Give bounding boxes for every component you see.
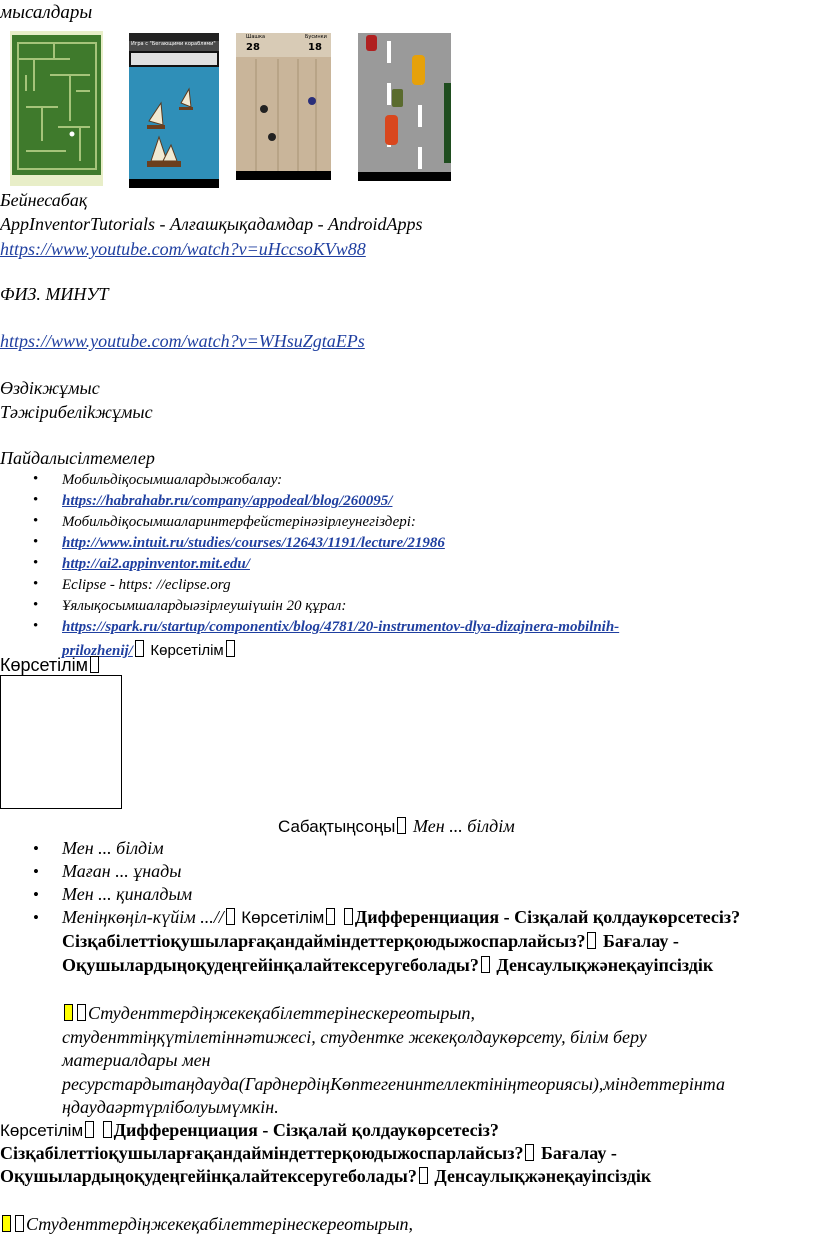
video-title: AppInventorTutorials - Алғашқықадамдар - AndroidApps: [0, 214, 423, 234]
missing-glyph-icon: [15, 1215, 24, 1232]
left-player-label: Шашка: [246, 34, 266, 40]
differentiation-question: Сізқабілеттіоқушыларғақандайміндеттерқоюдыжоспарлайсыз?: [0, 1143, 524, 1163]
differentiation-line-2: [62, 931, 679, 952]
race-screen-image: [358, 33, 451, 181]
video-link[interactable]: https://www.youtube.com/watch?v=uHccsoKVw88: [0, 239, 366, 259]
missing-glyph-icon: [344, 908, 353, 925]
bugs-drawing: [236, 33, 331, 180]
missing-glyph-icon: [226, 640, 235, 657]
bullet: •: [33, 471, 39, 487]
repeat-assessment-line: [0, 1166, 651, 1187]
bullet: •: [33, 576, 39, 592]
health-safety-heading: Денсаулықжәнеқауіпсіздік: [496, 955, 714, 975]
bullet: •: [33, 908, 39, 927]
missing-glyph-icon: [135, 640, 144, 657]
differentiation-heading: Дифференциация - Сізқалай қолдаукөрсетесіз?: [113, 1120, 499, 1140]
assessment-heading: Бағалау -: [602, 931, 679, 951]
examples-heading: мысалдары: [0, 2, 93, 23]
right-player-label: Бусинки: [305, 34, 327, 40]
self-work-label: Өздікжұмыс: [0, 378, 100, 398]
show-label-inline: Көрсетілім: [150, 642, 224, 659]
ships-screen-image: [129, 33, 219, 188]
student-paragraph-line-1: [62, 1003, 475, 1024]
repeat-differentiation-line: [0, 1120, 499, 1141]
list-link[interactable]: https://spark.ru/startup/componentix/blog/4781/20-instrumentov-dlya-dizajnera-mobilnih-: [62, 619, 620, 635]
assessment-heading: Бағалау -: [540, 1143, 617, 1163]
missing-glyph-icon: [2, 1215, 11, 1232]
show-label-text: Көрсетілім: [0, 655, 89, 675]
student-text: ңдаудаәртүрліболуымүмкін.: [62, 1097, 279, 1117]
bullet: •: [33, 618, 39, 634]
repeat-student-line: [0, 1214, 413, 1235]
reflection-item: Маған ... ұнады: [62, 861, 182, 881]
video-label: Бейнесабақ: [0, 190, 88, 210]
health-safety-heading: Денсаулықжәнеқауіпсіздік: [434, 1166, 652, 1186]
bullet: •: [33, 862, 39, 881]
missing-glyph-icon: [64, 1004, 73, 1021]
student-text: Студенттердіңжекеқабілеттерінескереотырып,: [26, 1214, 414, 1234]
differentiation-question: Сізқабілеттіоқушыларғақандайміндеттерқоюдыжоспарлайсыз?: [62, 931, 586, 951]
bullet: •: [33, 555, 39, 571]
show-label-inline: Көрсетілім: [241, 908, 325, 927]
assessment-line: [62, 955, 713, 976]
lesson-end-line: [278, 816, 515, 837]
bullet: •: [33, 492, 39, 508]
right-player-score: 18: [308, 42, 322, 53]
practical-work-label: Тәжірибеліkжұмыс: [0, 402, 153, 422]
student-text: Студенттердіңжекеқабілеттерінескереотырып,: [88, 1003, 476, 1023]
show-label: [0, 655, 101, 676]
list-link[interactable]: https://habrahabr.ru/company/appodeal/blog/260095/: [62, 493, 393, 509]
missing-glyph-icon: [77, 1004, 86, 1021]
list-item: Ұялықосымшалардыәзірлеушіүшін 20 құрал:: [62, 598, 347, 614]
missing-glyph-icon: [326, 908, 335, 925]
useful-links-title: Пайдалысілтемелер: [0, 448, 155, 468]
reflection-item: Мен ... қиналдым: [62, 884, 193, 904]
ships-drawing: [129, 33, 219, 188]
reflection-item: Мен ... білдім: [62, 838, 164, 858]
bugs-screen-image: [236, 33, 331, 180]
list-item: Eclipse - https: //eclipse.org: [62, 577, 231, 593]
list-link[interactable]: http://www.intuit.ru/studies/courses/12643/1191/lecture/21986: [62, 535, 445, 551]
bullet: •: [33, 534, 39, 550]
differentiation-heading: Дифференциация - Сізқалай қолдаукөрсетесіз?: [354, 907, 741, 927]
bullet: •: [33, 597, 39, 613]
bullet: •: [33, 839, 39, 858]
image-placeholder: [0, 675, 122, 809]
missing-glyph-icon: [525, 1144, 534, 1161]
lesson-end-reflection: Мен ... білдім: [413, 816, 515, 836]
missing-glyph-icon: [419, 1167, 428, 1184]
show-label-inline: Көрсетілім: [0, 1121, 84, 1140]
missing-glyph-icon: [85, 1121, 94, 1138]
reflection-item: Менiңкөңiл-күйiм ...//: [62, 907, 224, 927]
list-link[interactable]: http://ai2.appinventor.mit.edu/: [62, 556, 250, 572]
list-link-tail[interactable]: prilozhenij/: [62, 643, 133, 659]
maze-walls: [10, 31, 103, 186]
missing-glyph-icon: [587, 932, 596, 949]
missing-glyph-icon: [226, 908, 235, 925]
missing-glyph-icon: [103, 1121, 112, 1138]
ships-title: Игра с "Бегающими кораблями": [129, 41, 219, 51]
missing-glyph-icon: [397, 817, 406, 834]
student-text: материалдары мен: [62, 1050, 211, 1070]
bullet: •: [33, 885, 39, 904]
assessment-question: Оқушылардыңоқудеңгейінқалайтексеругеболады?: [62, 955, 479, 975]
left-player-score: 28: [246, 42, 260, 53]
physical-minute-label: ФИЗ. МИНУТ: [0, 284, 109, 304]
student-text: студенттіңқүтілетіннәтижесі, студентке жекеқолдаукөрсету, білім беру: [62, 1027, 647, 1047]
assessment-question: Оқушылардыңоқудеңгейінқалайтексеругеболады?: [0, 1166, 417, 1186]
bullet: •: [33, 513, 39, 529]
missing-glyph-icon: [481, 956, 490, 973]
list-item: Мобильдіқосымшалардыжобалау:: [62, 472, 283, 488]
student-text: ресурстардытаңдауда(ГарднердіңКөптегенинтеллектініңтеориясы),міндеттерінта: [62, 1074, 726, 1094]
list-item: Мобильдіқосымшаларинтерфейстерінәзірлеунегіздері:: [62, 514, 416, 530]
reflection-mood-line: [62, 907, 740, 928]
missing-glyph-icon: [90, 656, 99, 673]
lesson-end-label: Сабақтыңсоңы: [278, 817, 396, 836]
repeat-differentiation-line-2: [0, 1143, 617, 1164]
physical-minute-link[interactable]: https://www.youtube.com/watch?v=WHsuZgtaEPs: [0, 331, 365, 351]
maze-screen-image: [10, 31, 103, 186]
